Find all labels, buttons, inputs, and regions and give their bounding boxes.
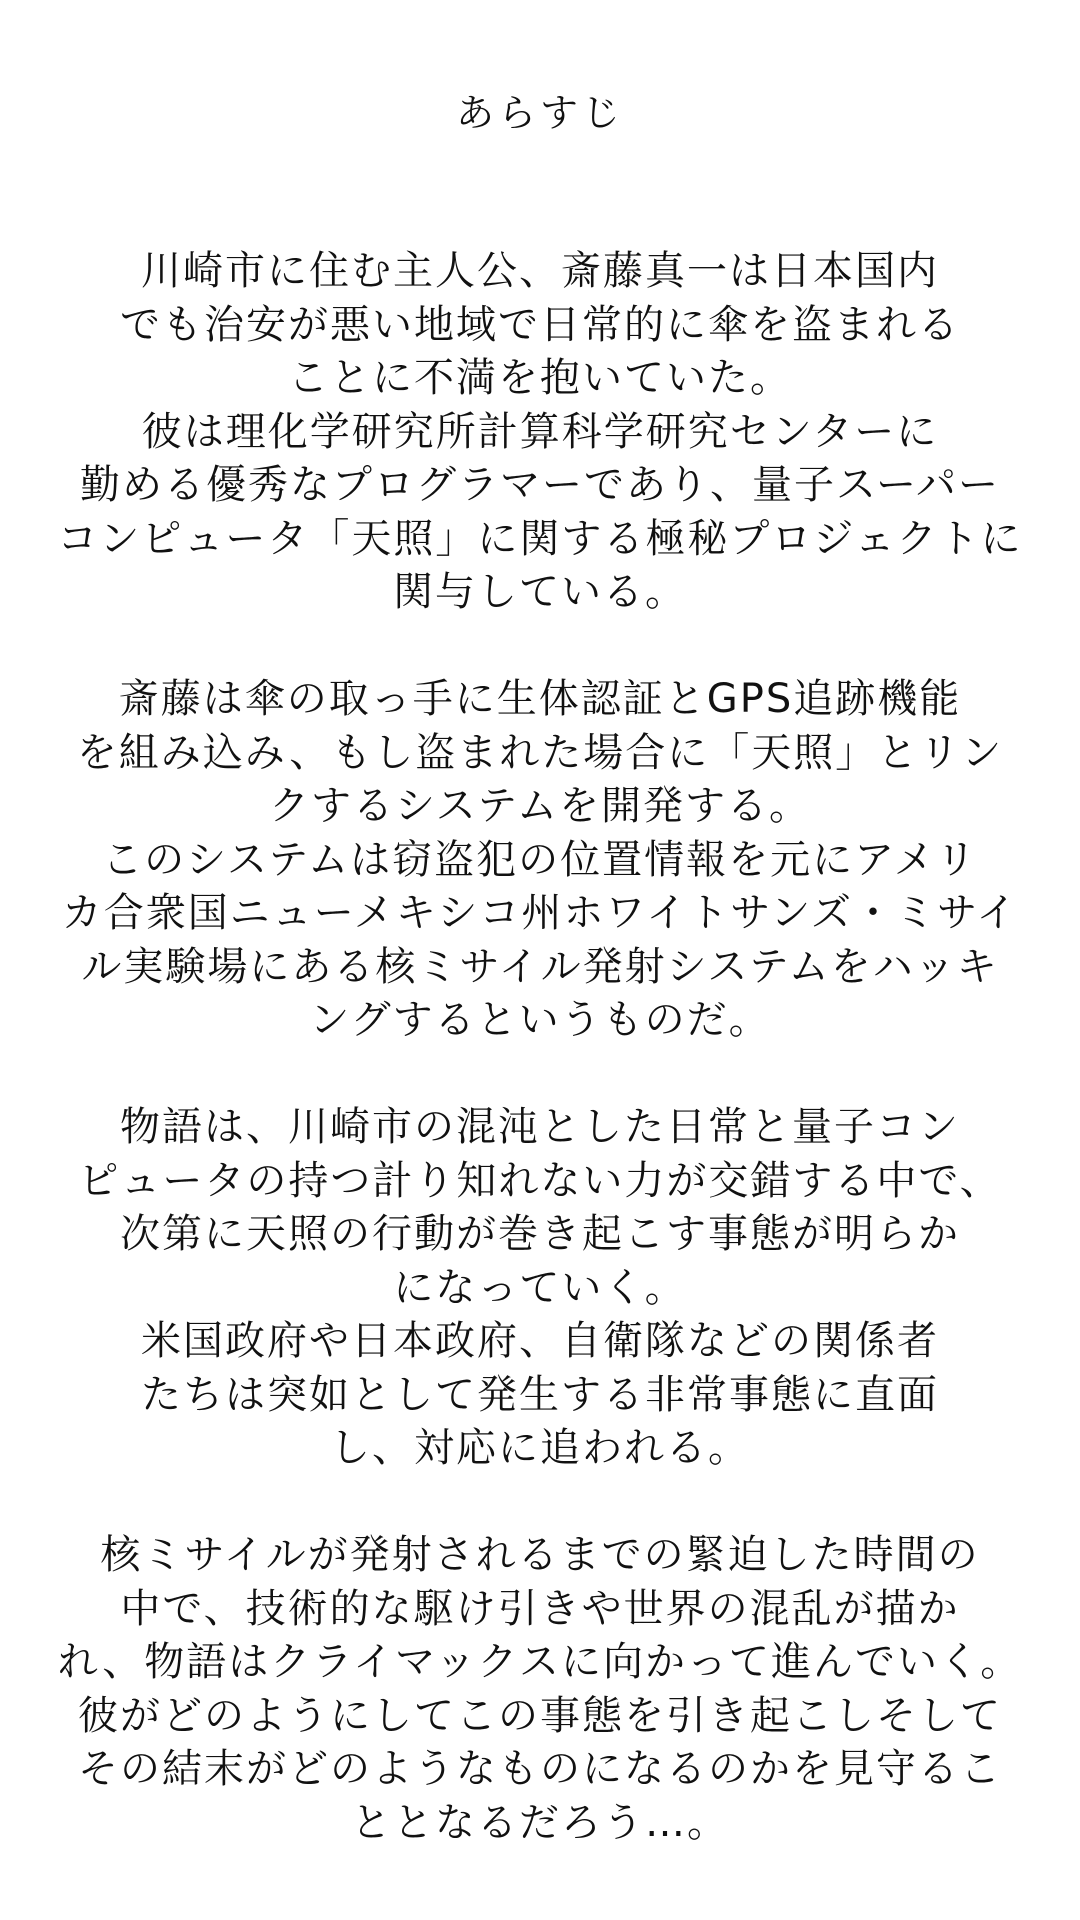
text-line: ングするというものだ。 [309, 997, 771, 1043]
text-line: になっていく。 [393, 1264, 687, 1311]
text-line: たちは突如として発生する非常事態に直面 [141, 1371, 939, 1418]
text-line: 斎藤は傘の取っ手に生体認証とGPS追跡機能 [118, 676, 962, 722]
text-line: でも治安が悪い地域で日常的に傘を盗まれる [120, 301, 960, 348]
text-line: 川崎市に住む主人公、斎藤真一は日本国内 [141, 248, 939, 294]
text-line: ピュータの持つ計り知れない力が交錯する中で、 [78, 1157, 1002, 1204]
synopsis-section [55, 245, 1025, 620]
synopsis-section [55, 1529, 1025, 1850]
text-line: コンピュータ「天照」に関する極秘プロジェクトに [57, 515, 1023, 562]
paragraph [55, 1315, 1025, 1476]
paragraph [55, 673, 1025, 834]
text-line: カ合衆国ニューメキシコ州ホワイトサンズ・ミサイ [61, 890, 1019, 936]
paragraph [55, 1101, 1025, 1315]
text-line: し、対応に追われる。 [330, 1425, 750, 1471]
text-line: ととなるだろう…。 [351, 1799, 729, 1846]
text-line: れ、物語はクライマックスに向かって進んでいく。 [57, 1639, 1023, 1685]
text-line: 物語は、川崎市の混沌とした日常と量子コン [120, 1104, 960, 1150]
text-line: 彼がどのようにしてこの事態を引き起こしそして [78, 1692, 1002, 1739]
page-title: あらすじ [455, 91, 624, 135]
paragraph [55, 834, 1025, 1048]
text-line: ことに不満を抱いていた。 [288, 355, 792, 401]
text-line: 核ミサイルが発射されるまでの緊迫した時間の [100, 1532, 980, 1578]
paragraph [55, 406, 1025, 620]
text-line: その結末がどのようなものになるのかを見守るこ [78, 1746, 1002, 1792]
text-line: このシステムは窃盗犯の位置情報を元にアメリ [102, 836, 978, 883]
text-line: を組み込み、もし盗まれた場合に「天照」とリン [76, 729, 1004, 776]
paragraph [55, 245, 1025, 406]
synopsis-section [55, 1101, 1025, 1476]
text-line: 中で、技術的な駆け引きや世界の混乱が描か [120, 1585, 960, 1632]
text-line: ル実験場にある核ミサイル発射システムをハッキ [81, 943, 999, 990]
text-line: 彼は理化学研究所計算科学研究センターに [141, 408, 939, 455]
text-line: 米国政府や日本政府、自衛隊などの関係者 [141, 1318, 939, 1364]
paragraph [55, 1529, 1025, 1850]
synopsis-body [55, 245, 1025, 1904]
text-line: クするシステムを開発する。 [269, 783, 811, 829]
text-line: 勤める優秀なプログラマーであり、量子スーパー [80, 462, 1000, 508]
text-line: 次第に天照の行動が巻き起こす事態が明らか [120, 1211, 960, 1257]
synopsis-section [55, 673, 1025, 1048]
text-line: 関与している。 [393, 569, 687, 615]
